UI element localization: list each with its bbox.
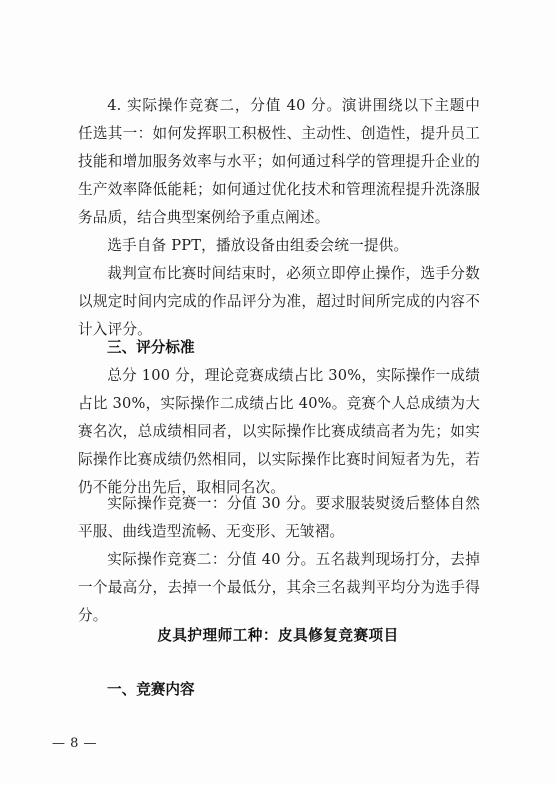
paragraph-total-score: 总分 100 分，理论竞赛成绩占比 30%，实际操作一成绩占比 30%，实际操作二成绩占比 40%。竞赛个人总成绩为大赛名次，总成绩相同者，以实际操作比赛成绩高者为先；如实际操作比赛成绩仍然相同，以实际操作比赛时间短者为先，若仍不能分出先后，取相同名次。 [78, 367, 480, 496]
paragraph-practical-one-score: 实际操作竞赛一：分值 30 分。要求服装熨烫后整体自然平服、曲线造型流畅、无变形、无皱褶。 [78, 495, 480, 540]
paragraph-practical-two-score: 实际操作竞赛二：分值 40 分。五名裁判现场打分，去掉一个最高分，去掉一个最低分，其余三名裁判平均分为选手得分。 [78, 551, 480, 624]
paragraph-ppt-note: 选手自备 PPT，播放设备由组委会统一提供。 [107, 237, 409, 254]
heading-scoring-standard: 三、评分标准 [107, 339, 195, 356]
section-title-leather-repair: 皮具护理师工种：皮具修复竞赛项目 [157, 627, 399, 644]
heading-competition-content: 一、竞赛内容 [107, 681, 195, 698]
paragraph-time-rule: 裁判宣布比赛时间结束时，必须立即停止操作，选手分数以规定时间内完成的作品评分为准，超过时间所完成的内容不计入评分。 [78, 265, 480, 338]
page-number: — 8 — [52, 736, 98, 751]
paragraph-practical-competition-two: 4. 实际操作竞赛二，分值 40 分。演讲围绕以下主题中任选其一：如何发挥职工积极性、主动性、创造性，提升员工技能和增加服务效率与水平；如何通过科学的管理提升企业的生产效率降低能耗；如何通过优化技术和管理流程提升洗涤服务品质，结合典型案例给予重点阐述。 [78, 97, 480, 226]
